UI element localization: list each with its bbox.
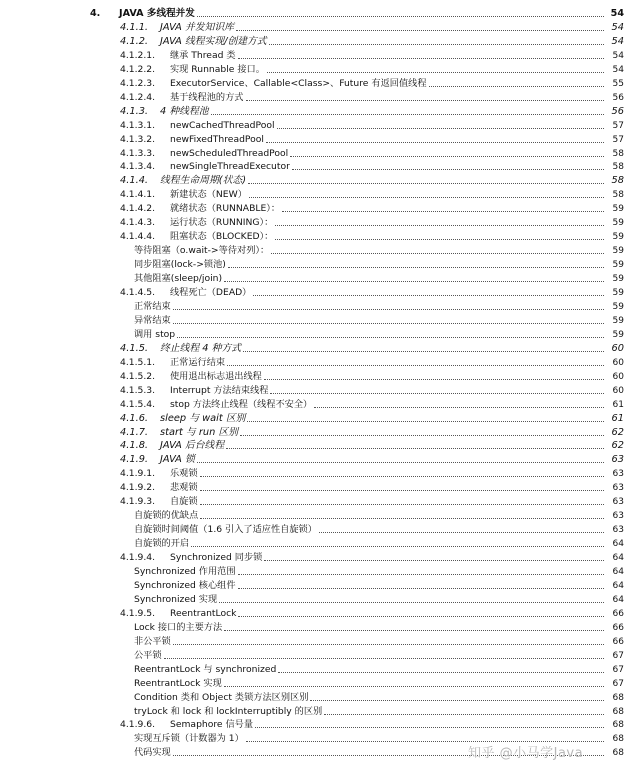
- toc-entry-page: 62: [611, 426, 624, 438]
- toc-entry-page: 57: [612, 120, 624, 131]
- toc-entry-page: 66: [612, 608, 624, 619]
- toc-dot-leader: [238, 574, 604, 575]
- toc-entry-title: 公平锁: [134, 649, 162, 661]
- toc-entry-number: 4.1.2.3.: [120, 77, 156, 89]
- toc-entry[interactable]: [0, 286, 624, 300]
- toc-entry-page: 59: [612, 260, 624, 271]
- toc-entry-title: ReentrantLock 实现: [134, 677, 222, 689]
- toc-entry-title: JAVA 并发知识库: [160, 21, 234, 33]
- toc-entry-title: 终止线程 4 种方式: [160, 342, 242, 354]
- toc-entry[interactable]: [0, 705, 624, 719]
- toc-entry-page: 60: [612, 385, 624, 396]
- toc-dot-leader: [269, 44, 604, 45]
- toc-dot-leader: [249, 197, 604, 198]
- toc-entry[interactable]: [0, 495, 624, 509]
- toc-dot-leader: [240, 435, 604, 436]
- toc-entry-page: 68: [612, 706, 624, 717]
- toc-entry-title: 自旋锁的开启: [134, 538, 190, 550]
- toc-entry-number: 4.1.3.2.: [120, 133, 156, 145]
- toc-entry-page: 61: [612, 399, 624, 410]
- toc-dot-leader: [275, 225, 604, 226]
- toc-entry-number: 4.1.2.4.: [120, 91, 156, 103]
- toc-entry[interactable]: [0, 467, 624, 481]
- toc-entry-number: 4.1.4.3.: [120, 217, 156, 229]
- toc-entry-number: 4.1.9.2.: [120, 482, 156, 494]
- toc-entry-page: 63: [612, 469, 624, 480]
- toc-dot-leader: [270, 393, 604, 394]
- toc-entry[interactable]: [0, 649, 624, 663]
- toc-dot-leader: [277, 128, 604, 129]
- toc-entry-title: start 与 run 区别: [160, 426, 238, 438]
- toc-entry[interactable]: [0, 105, 624, 119]
- toc-entry[interactable]: [0, 398, 624, 412]
- toc-entry[interactable]: [0, 565, 624, 579]
- toc-entry-title: 线程死亡（DEAD）: [170, 287, 252, 298]
- toc-dot-leader: [264, 379, 604, 380]
- toc-entry-title: 调用 stop: [134, 328, 176, 340]
- toc-dot-leader: [227, 365, 604, 366]
- toc-entry-title: JAVA 线程实现/创建方式: [160, 35, 267, 47]
- toc-dot-leader: [200, 518, 604, 519]
- toc-dot-leader: [290, 156, 604, 157]
- toc-entry[interactable]: [0, 300, 624, 314]
- toc-entry[interactable]: [0, 426, 624, 440]
- toc-entry-title: newCachedThreadPool: [170, 119, 275, 131]
- toc-entry-number: 4.1.5.2.: [120, 370, 156, 382]
- toc-entry-page: 59: [612, 315, 624, 326]
- toc-entry[interactable]: [0, 91, 624, 105]
- toc-dot-leader: [247, 421, 604, 422]
- toc-entry-page: 62: [611, 440, 624, 452]
- toc-entry-page: 67: [612, 678, 624, 689]
- toc-entry-page: 59: [612, 204, 624, 215]
- toc-entry-title: 自旋锁的优缺点: [134, 510, 199, 522]
- toc-entry-title: newSingleThreadExecutor: [170, 161, 290, 173]
- toc-entry-number: 4.1.5.1.: [120, 356, 156, 368]
- toc-entry-page: 54: [612, 64, 624, 75]
- toc-entry-title: Synchronized 核心组件: [134, 579, 236, 591]
- toc-entry[interactable]: [0, 356, 624, 370]
- toc-entry[interactable]: [0, 7, 624, 21]
- toc-entry[interactable]: [0, 453, 624, 467]
- toc-entry[interactable]: [0, 35, 624, 49]
- toc-entry[interactable]: [0, 147, 624, 161]
- toc-entry-number: 4.1.4.2.: [120, 203, 156, 215]
- toc-entry-page: 60: [611, 342, 624, 354]
- toc-dot-leader: [219, 602, 604, 603]
- toc-entry[interactable]: [0, 328, 624, 342]
- toc-entry-page: 68: [612, 734, 624, 745]
- toc-entry[interactable]: [0, 188, 624, 202]
- toc-entry-number: 4.1.5.4.: [120, 398, 156, 410]
- toc-entry-page: 64: [612, 580, 624, 591]
- toc-dot-leader: [292, 169, 604, 170]
- toc-dot-leader: [200, 476, 604, 477]
- toc-entry-number: 4.1.3.: [120, 105, 149, 117]
- toc-entry[interactable]: [0, 523, 624, 537]
- toc-entry[interactable]: [0, 718, 624, 732]
- toc-entry-number: 4.1.4.1.: [120, 189, 156, 201]
- toc-dot-leader: [271, 253, 604, 254]
- toc-dot-leader: [310, 700, 604, 701]
- toc-entry-number: 4.1.9.1.: [120, 468, 156, 480]
- toc-entry-page: 59: [612, 288, 624, 298]
- toc-entry[interactable]: [0, 384, 624, 398]
- toc-entry-title: Synchronized 实现: [134, 593, 218, 605]
- toc-entry[interactable]: [0, 21, 624, 35]
- toc-entry-title: 非公平锁: [134, 635, 171, 647]
- toc-entry-title: 正常运行结束: [170, 356, 226, 368]
- toc-entry-title: 异常结束: [134, 314, 171, 326]
- toc-entry[interactable]: [0, 216, 624, 230]
- toc-entry-title: newFixedThreadPool: [170, 133, 264, 145]
- toc-entry-page: 57: [612, 134, 624, 145]
- toc-entry-number: 4.1.4.5.: [120, 287, 156, 298]
- toc-entry-number: 4.1.9.: [120, 454, 149, 466]
- toc-dot-leader: [314, 407, 604, 408]
- toc-dot-leader: [324, 714, 604, 715]
- toc-entry-title: 悲观锁: [170, 482, 198, 494]
- toc-entry-number: 4.1.6.: [120, 412, 149, 424]
- toc-entry[interactable]: [0, 370, 624, 384]
- toc-entry-title: JAVA 锁: [160, 454, 195, 466]
- toc-dot-leader: [264, 560, 604, 561]
- toc-dot-leader: [224, 630, 604, 631]
- toc-entry-title: tryLock 和 lock 和 lockInterruptibly 的区别: [134, 705, 323, 717]
- toc-entry-page: 66: [612, 622, 624, 633]
- toc-entry-title: Lock 接口的主要方法: [134, 621, 223, 633]
- toc-entry-title: 正常结束: [134, 300, 171, 312]
- toc-entry-page: 64: [612, 553, 624, 564]
- toc-entry-number: 4.1.3.4.: [120, 161, 156, 173]
- toc-entry[interactable]: [0, 537, 624, 551]
- toc-entry-title: Synchronized 同步锁: [170, 552, 263, 564]
- toc-entry[interactable]: [0, 77, 624, 91]
- toc-entry-title: 等待阻塞（o.wait->等待对列）：: [134, 245, 270, 257]
- toc-entry[interactable]: [0, 202, 624, 216]
- toc-entry-page: 67: [612, 664, 624, 675]
- toc-entry-page: 64: [612, 567, 624, 577]
- toc-entry-page: 63: [612, 511, 624, 522]
- toc-entry-number: 4.1.3.1.: [120, 119, 156, 131]
- toc-entry-title: ReentrantLock: [170, 607, 237, 619]
- toc-entry-title: Condition 类和 Object 类锁方法区别区别: [134, 691, 309, 703]
- toc-entry-page: 59: [612, 301, 624, 312]
- toc-entry-number: 4.1.2.2.: [120, 63, 156, 75]
- toc-dot-leader: [226, 448, 604, 449]
- toc-dot-leader: [243, 351, 604, 352]
- toc-entry[interactable]: [0, 677, 624, 691]
- toc-entry-title: ReentrantLock 与 synchronized: [134, 663, 277, 675]
- toc-entry-page: 59: [612, 246, 624, 257]
- toc-entry-page: 63: [611, 454, 624, 466]
- toc-entry[interactable]: [0, 230, 624, 244]
- toc-dot-leader: [282, 211, 604, 212]
- toc-dot-leader: [236, 30, 604, 31]
- toc-entry-number: 4.1.7.: [120, 426, 149, 438]
- toc-entry-title: 乐观锁: [170, 468, 198, 480]
- toc-entry[interactable]: [0, 635, 624, 649]
- toc-dot-leader: [238, 616, 604, 617]
- toc-entry-page: 64: [612, 539, 624, 550]
- toc-dot-leader: [267, 72, 604, 73]
- toc-entry[interactable]: [0, 621, 624, 635]
- toc-entry-title: 线程生命周期(状态): [160, 175, 247, 187]
- toc-entry[interactable]: [0, 272, 624, 286]
- toc-entry-page: 55: [612, 78, 624, 89]
- toc-entry[interactable]: [0, 593, 624, 607]
- toc-dot-leader: [253, 295, 604, 296]
- toc-entry-page: 54: [612, 50, 624, 61]
- toc-dot-leader: [429, 86, 604, 87]
- toc-entry-title: 4 种线程池: [160, 105, 209, 117]
- toc-dot-leader: [228, 267, 604, 268]
- toc-entry[interactable]: [0, 63, 624, 77]
- toc-entry-number: 4.1.2.1.: [120, 49, 156, 61]
- toc-dot-leader: [173, 644, 604, 645]
- toc-dot-leader: [238, 588, 604, 589]
- toc-entry-title: 运行状态（RUNNING）：: [170, 217, 274, 229]
- toc-entry-title: Interrupt 方法结束线程: [170, 384, 269, 396]
- toc-entry[interactable]: [0, 579, 624, 593]
- toc-dot-leader: [164, 658, 604, 659]
- toc-entry[interactable]: [0, 439, 624, 453]
- toc-entry-title: 新建状态（NEW）: [170, 189, 247, 201]
- toc-entry[interactable]: [0, 160, 624, 174]
- toc-entry-page: 63: [612, 483, 624, 494]
- toc-entry-title: newScheduledThreadPool: [170, 147, 289, 159]
- toc-entry-page: 58: [612, 190, 624, 201]
- toc-entry-title: Semaphore 信号量: [170, 719, 254, 731]
- toc-dot-leader: [275, 239, 604, 240]
- toc-entry-page: 63: [612, 525, 624, 536]
- toc-entry-number: 4.1.5.3.: [120, 384, 156, 396]
- toc-entry-page: 59: [612, 274, 624, 285]
- toc-entry-page: 58: [611, 175, 624, 187]
- toc-entry-title: 实现 Runnable 接口。: [170, 63, 265, 75]
- toc-dot-leader: [255, 727, 604, 728]
- toc-entry-number: 4.1.5.: [120, 342, 149, 354]
- toc-entry[interactable]: [0, 607, 624, 621]
- toc-entry-title: 基于线程池的方式: [170, 91, 244, 103]
- toc-entry-title: 阻塞状态（BLOCKED）：: [170, 231, 274, 243]
- toc-dot-leader: [197, 462, 604, 463]
- toc-entry-number: 4.1.2.: [120, 35, 149, 47]
- toc-entry-page: 56: [611, 105, 624, 117]
- toc-entry-number: 4.1.9.6.: [120, 719, 156, 731]
- toc-entry[interactable]: [0, 663, 624, 677]
- toc-dot-leader: [211, 114, 604, 115]
- toc-entry[interactable]: [0, 119, 624, 133]
- toc-entry[interactable]: [0, 133, 624, 147]
- toc-entry-page: 59: [612, 218, 624, 229]
- toc-dot-leader: [197, 16, 604, 17]
- toc-entry-page: 68: [612, 692, 624, 703]
- toc-entry[interactable]: [0, 551, 624, 565]
- toc-entry-title: 自旋锁: [170, 496, 198, 508]
- toc-entry-page: 68: [612, 748, 624, 759]
- toc-entry-number: 4.1.8.: [120, 440, 149, 452]
- toc-entry-title: 就绪状态（RUNNABLE）：: [170, 203, 281, 215]
- toc-entry-page: 60: [612, 357, 624, 368]
- toc-dot-leader: [319, 532, 604, 533]
- toc-dot-leader: [173, 309, 604, 310]
- toc-entry-title: 自旋锁时间阈值（1.6 引入了适应性自旋锁）: [134, 524, 317, 536]
- toc-entry[interactable]: [0, 244, 624, 258]
- toc-entry-title: ExecutorService、Callable<Class>、Future 有返回值线程: [170, 77, 427, 89]
- toc-entry-page: 54: [610, 8, 624, 19]
- toc-entry-page: 61: [611, 412, 624, 424]
- toc-dot-leader: [177, 337, 604, 338]
- toc-entry-number: 4.1.4.: [120, 175, 149, 187]
- toc-dot-leader: [266, 142, 604, 143]
- toc-entry[interactable]: [0, 412, 624, 426]
- toc-dot-leader: [200, 490, 604, 491]
- toc-entry-number: 4.1.9.3.: [120, 496, 156, 508]
- toc-entry-number: 4.: [90, 8, 101, 19]
- toc-entry-title: JAVA 多线程并发: [119, 8, 195, 19]
- toc-entry-page: 67: [612, 650, 624, 661]
- toc-entry-title: stop 方法终止线程（线程不安全）: [170, 398, 313, 410]
- toc-entry-page: 59: [612, 232, 624, 243]
- toc-entry-page: 54: [611, 35, 624, 47]
- toc-entry-title: 使用退出标志退出线程: [170, 370, 262, 382]
- toc-entry-number: 4.1.9.5.: [120, 607, 156, 619]
- toc-entry-title: sleep 与 wait 区别: [160, 412, 246, 424]
- toc-entry-page: 64: [612, 594, 624, 605]
- toc-entry[interactable]: [0, 481, 624, 495]
- toc-entry[interactable]: [0, 258, 624, 272]
- toc-dot-leader: [191, 546, 604, 547]
- toc-entry-number: 4.1.1.: [120, 21, 149, 33]
- toc-entry-page: 68: [612, 720, 624, 731]
- toc-entry-title: 其他阻塞(sleep/join): [134, 273, 223, 285]
- toc-entry-page: 60: [612, 371, 624, 382]
- toc-dot-leader: [238, 58, 604, 59]
- toc-entry-number: 4.1.3.3.: [120, 147, 156, 159]
- toc-entry[interactable]: [0, 174, 624, 188]
- toc-dot-leader: [246, 100, 604, 101]
- toc-entry-page: 58: [612, 162, 624, 173]
- toc-entry-page: 66: [612, 636, 624, 647]
- toc-entry-page: 58: [612, 148, 624, 159]
- toc-entry-title: 继承 Thread 类: [170, 49, 236, 61]
- toc-entry-title: 实现互斥锁（计数器为 1）: [134, 733, 244, 745]
- toc-dot-leader: [224, 686, 604, 687]
- toc-dot-leader: [224, 281, 604, 282]
- toc-dot-leader: [173, 323, 604, 324]
- toc-entry-title: JAVA 后台线程: [160, 440, 225, 452]
- toc-entry-page: 63: [612, 497, 624, 508]
- toc-entry-title: Synchronized 作用范围: [134, 566, 236, 577]
- toc-dot-leader: [278, 672, 604, 673]
- toc-dot-leader: [200, 504, 604, 505]
- toc-dot-leader: [248, 183, 604, 184]
- toc-entry-page: 56: [612, 92, 624, 103]
- watermark: 知乎 @小马学Java: [468, 746, 584, 761]
- toc-entry[interactable]: [0, 342, 624, 356]
- toc-entry-number: 4.1.4.4.: [120, 231, 156, 243]
- toc-entry[interactable]: [0, 49, 624, 63]
- toc-entry-title: 代码实现: [134, 747, 171, 759]
- toc-entry-page: 54: [611, 21, 624, 33]
- toc-entry-title: 同步阻塞(lock->锁池): [134, 259, 226, 271]
- toc-entry-number: 4.1.9.4.: [120, 552, 156, 564]
- toc-entry-page: 59: [612, 329, 624, 340]
- toc-entry[interactable]: [0, 509, 624, 523]
- toc-entry[interactable]: [0, 314, 624, 328]
- toc-entry[interactable]: [0, 691, 624, 705]
